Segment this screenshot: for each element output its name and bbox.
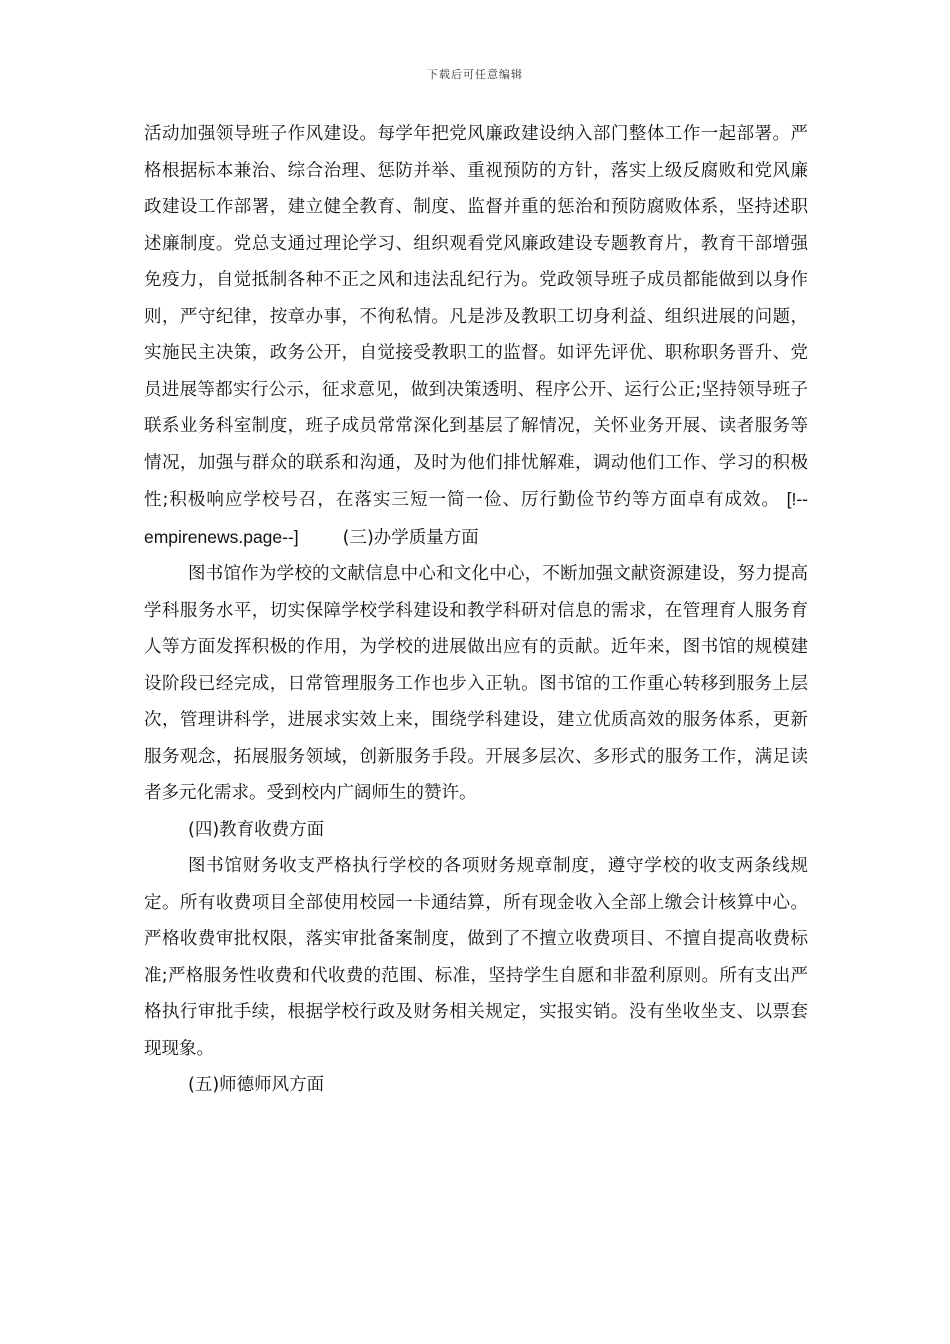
document-body [144, 116, 808, 1104]
paragraph-quality: 图书馆作为学校的文献信息中心和文化中心，不断加强文献资源建设，努力提高学科服务水平，切实保障学校学科建设和教学科研对信息的需求，在管理育人服务育人等方面发挥积极的作用，为学校的进展做出应有的贡献。近年来，图书馆的规模建设阶段已经完成，日常管理服务工作也步入正轨。图书馆的工作重心转移到服务上层次，管理讲科学，进展求实效上来，围绕学科建设，建立优质高效的服务体系，更新服务观念，拓展服务领域，创新服务手段。开展多层次、多形式的服务工作，满足读者多元化需求。受到校内广阔师生的赞许。 [144, 564, 808, 803]
paragraph-leadership-text: 活动加强领导班子作风建设。每学年把党风廉政建设纳入部门整体工作一起部署。严格根据标本兼治、综合治理、惩防并举、重视预防的方针，落实上级反腐败和党风廉政建设工作部署，建立健全教育、制度、监督并重的惩治和预防腐败体系，坚持述职述廉制度。党总支通过理论学习、组织观看党风廉政建设专题教育片，教育干部增强免疫力，自觉抵制各种不正之风和违法乱纪行为。党政领导班子成员都能做到以身作则，严守纪律，按章办事，不徇私情。凡是涉及教职工切身利益、组织进展的问题，实施民主决策，政务公开，自觉接受教职工的监督。如评先评优、职称职务晋升、党员进展等都实行公示，征求意见，做到决策透明、程序公开、运行公正;坚持领导班子联系业务科室制度，班子成员常常深化到基层了解情况，关怀业务开展、读者服务等情况，加强与群众的联系和沟通，及时为他们排忧解难，调动他们工作、学习的积极性;积极响应学校号召，在落实三短一简一俭、厉行勤俭节约等方面卓有成效。 [144, 124, 808, 510]
paragraph-leadership [144, 116, 808, 556]
section-heading-5: (五)师德师风方面 [188, 1075, 325, 1095]
section-heading-3: (三)办学质量方面 [342, 527, 479, 548]
paragraph-fees: 图书馆财务收支严格执行学校的各项财务规章制度，遵守学校的收支两条线规定。所有收费项目全部使用校园一卡通结算，所有现金收入全部上缴会计核算中心。严格收费审批权限，落实审批备案制度，做到了不擅立收费项目、不擅自提高收费标准;严格服务性收费和代收费的范围、标准，坚持学生自愿和非盈利原则。所有支出严格执行审批手续，根据学校行政及财务相关规定，实报实销。没有坐收坐支、以票套现现象。 [144, 856, 808, 1059]
section-heading-4: (四)教育收费方面 [188, 819, 325, 840]
page-header: 下载后可任意编辑 [427, 68, 523, 81]
page-break-tag: [!--empirenews.page--] [144, 489, 808, 547]
